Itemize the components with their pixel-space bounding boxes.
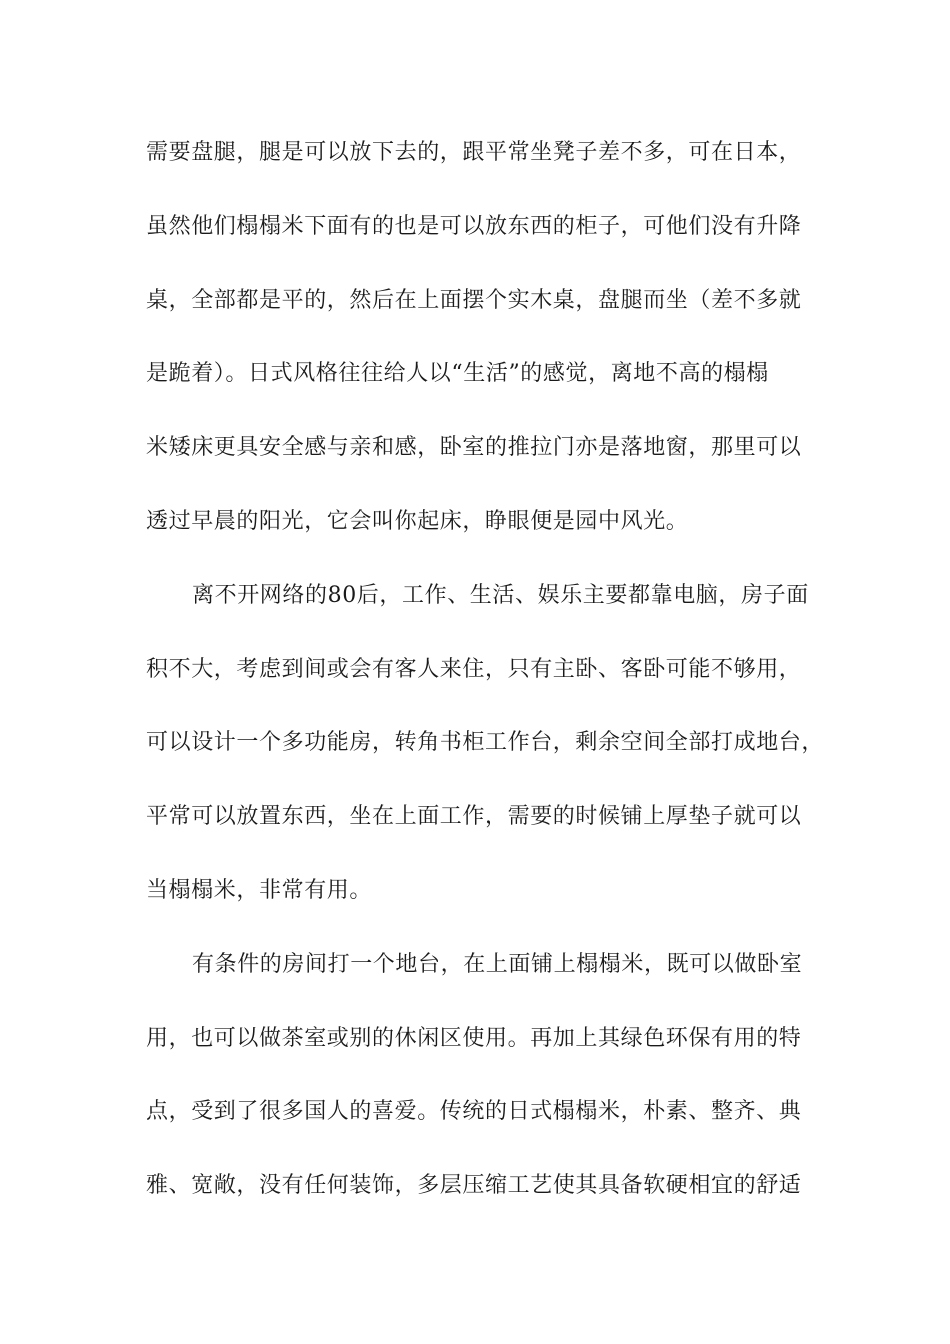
- text-line: 透过早晨的阳光，它会叫你起床，睁眼便是园中风光。: [146, 508, 689, 534]
- paragraph-first-line: 离不开网络的80后，工作、生活、娱乐主要都靠电脑，房子面: [192, 582, 809, 608]
- text-line: 桌，全部都是平的，然后在上面摆个实木桌，盘腿而坐（差不多就: [146, 287, 802, 313]
- document-body: [146, 133, 825, 1240]
- text-line: 需要盘腿，腿是可以放下去的，跟平常坐凳子差不多，可在日本，: [146, 140, 802, 165]
- text-line: 雅、宽敞，没有任何装饰，多层压缩工艺使其具备软硬相宜的舒适: [146, 1173, 802, 1199]
- text-line: 点，受到了很多国人的喜爱。传统的日式榻榻米，朴素、整齐、典: [146, 1099, 802, 1125]
- text-line: 用，也可以做茶室或别的休闲区使用。再加上其绿色环保有用的特: [146, 1025, 802, 1051]
- paragraph-first-line: 有条件的房间打一个地台，在上面铺上榻榻米，既可以做卧室: [192, 951, 803, 977]
- text-line: 虽然他们榻榻米下面有的也是可以放东西的柜子，可他们没有升降: [146, 213, 802, 239]
- text-line: 当榻榻米，非常有用。: [146, 877, 373, 903]
- text-line: 积不大，考虑到间或会有客人来住，只有主卧、客卧可能不够用，: [146, 656, 802, 682]
- text-line: 米矮床更具安全感与亲和感，卧室的推拉门亦是落地窗，那里可以: [146, 435, 802, 461]
- text-line: 是跪着）。日式风格往往给人以“生活”的感觉，离地不高的榻榻: [146, 361, 769, 387]
- text-line: 平常可以放置东西，坐在上面工作，需要的时候铺上厚垫子就可以: [146, 804, 802, 830]
- text-line: 可以设计一个多功能房，转角书柜工作台，剩余空间全部打成地台，: [146, 730, 825, 756]
